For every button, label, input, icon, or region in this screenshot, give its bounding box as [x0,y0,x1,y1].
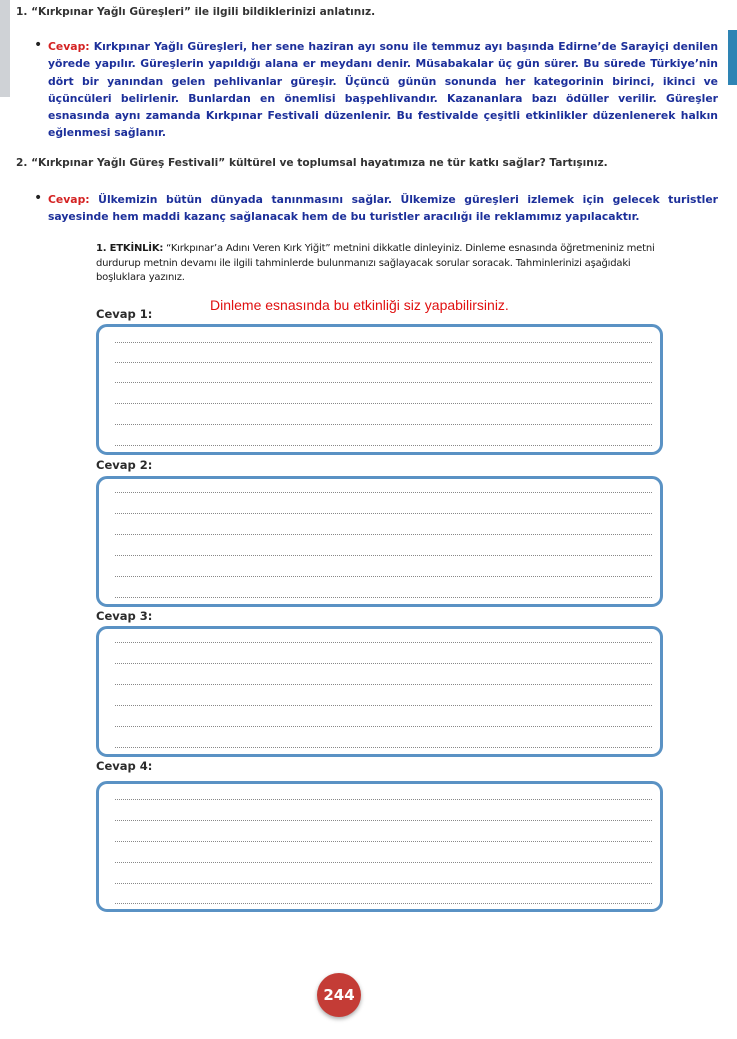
page-edge-tab [728,30,737,85]
writing-line [115,862,652,863]
activity-text: “Kırkpınar’a Adını Veren Kırk Yiğit” metnini dikkatle dinleyiniz. Dinleme esnasında öğretmeniniz metni durdurup metnin devamı ile ilgili tahminlerde bulunmanızı sağlayacak sorular soracak. Tahminlerinizi aşağıdaki boşluklara yazınız. [96,243,655,283]
writing-line [115,820,652,821]
answer-1-box[interactable] [96,324,663,455]
writing-line [115,403,652,404]
writing-line [115,534,652,535]
writing-line [115,726,652,727]
activity-instructions [96,242,668,286]
writing-line [115,747,652,748]
writing-line [115,513,652,514]
teacher-note: Dinleme esnasında bu etkinliği siz yapabilirsiniz. [210,297,509,313]
writing-line [115,705,652,706]
question-1-answer [48,38,718,142]
writing-line [115,841,652,842]
writing-line [115,684,652,685]
answer-3-label: Cevap 3: [96,609,153,623]
answer-label: Cevap: [48,193,90,206]
writing-line [115,903,652,904]
writing-line [115,597,652,598]
question-2-answer [48,191,718,226]
writing-line [115,883,652,884]
answer-text: Kırkpınar Yağlı Güreşleri, her sene haziran ayı sonu ile temmuz ayı başında Edirne’de Sarayiçi denilen yörede yapılır. Güreşlerin yapıldığı alana er meydanı denir. Müsabakalar üç gün sürer. Bu sürede Türkiye’nin dört bir yanından gelen pehlivanlar güreşir. Üçüncü günün sonunda her kategorinin birinci, ikinci ve üçüncüleri belirlenir. Bunlardan en önemlisi başpehlivandır. Kazananlara bazı ödüller verilir. Güreşler esnasında aynı zamanda Kırkpınar Festivali düzenlenir. Bu festivalde çeşitli etkinlikler düzenlenerek halkın eğlenmesi sağlanır. [48,40,719,140]
writing-line [115,642,652,643]
answer-2-label: Cevap 2: [96,458,153,472]
writing-line [115,799,652,800]
activity-label: 1. ETKİNLİK: [96,243,164,254]
writing-line [115,555,652,556]
bullet-icon: • [34,37,43,53]
writing-line [115,424,652,425]
question-2: 2. “Kırkpınar Yağlı Güreş Festivali” kültürel ve toplumsal hayatımıza ne tür katkı sağlar? Tartışınız. [16,157,608,169]
writing-line [115,492,652,493]
writing-line [115,362,652,363]
writing-line [115,576,652,577]
answer-3-box[interactable] [96,626,663,757]
answer-text: Ülkemizin bütün dünyada tanınmasını sağlar. Ülkemize güreşleri izlemek için gelecek turistler sayesinde hem maddi kazanç sağlanacak hem de bu turistler aracılığı ile reklamımız yapılacaktır. [48,193,718,224]
answer-4-box[interactable] [96,781,663,912]
question-1: 1. “Kırkpınar Yağlı Güreşleri” ile ilgili bildiklerinizi anlatınız. [16,6,376,18]
answer-1-label: Cevap 1: [96,307,153,321]
answer-label: Cevap: [48,40,90,53]
answer-2-box[interactable] [96,476,663,607]
answer-4-label: Cevap 4: [96,759,153,773]
page-number-badge: 244 [317,973,361,1017]
writing-line [115,382,652,383]
writing-line [115,445,652,446]
bullet-icon: • [34,190,43,206]
page-edge-left [0,0,10,97]
writing-line [115,342,652,343]
writing-line [115,663,652,664]
